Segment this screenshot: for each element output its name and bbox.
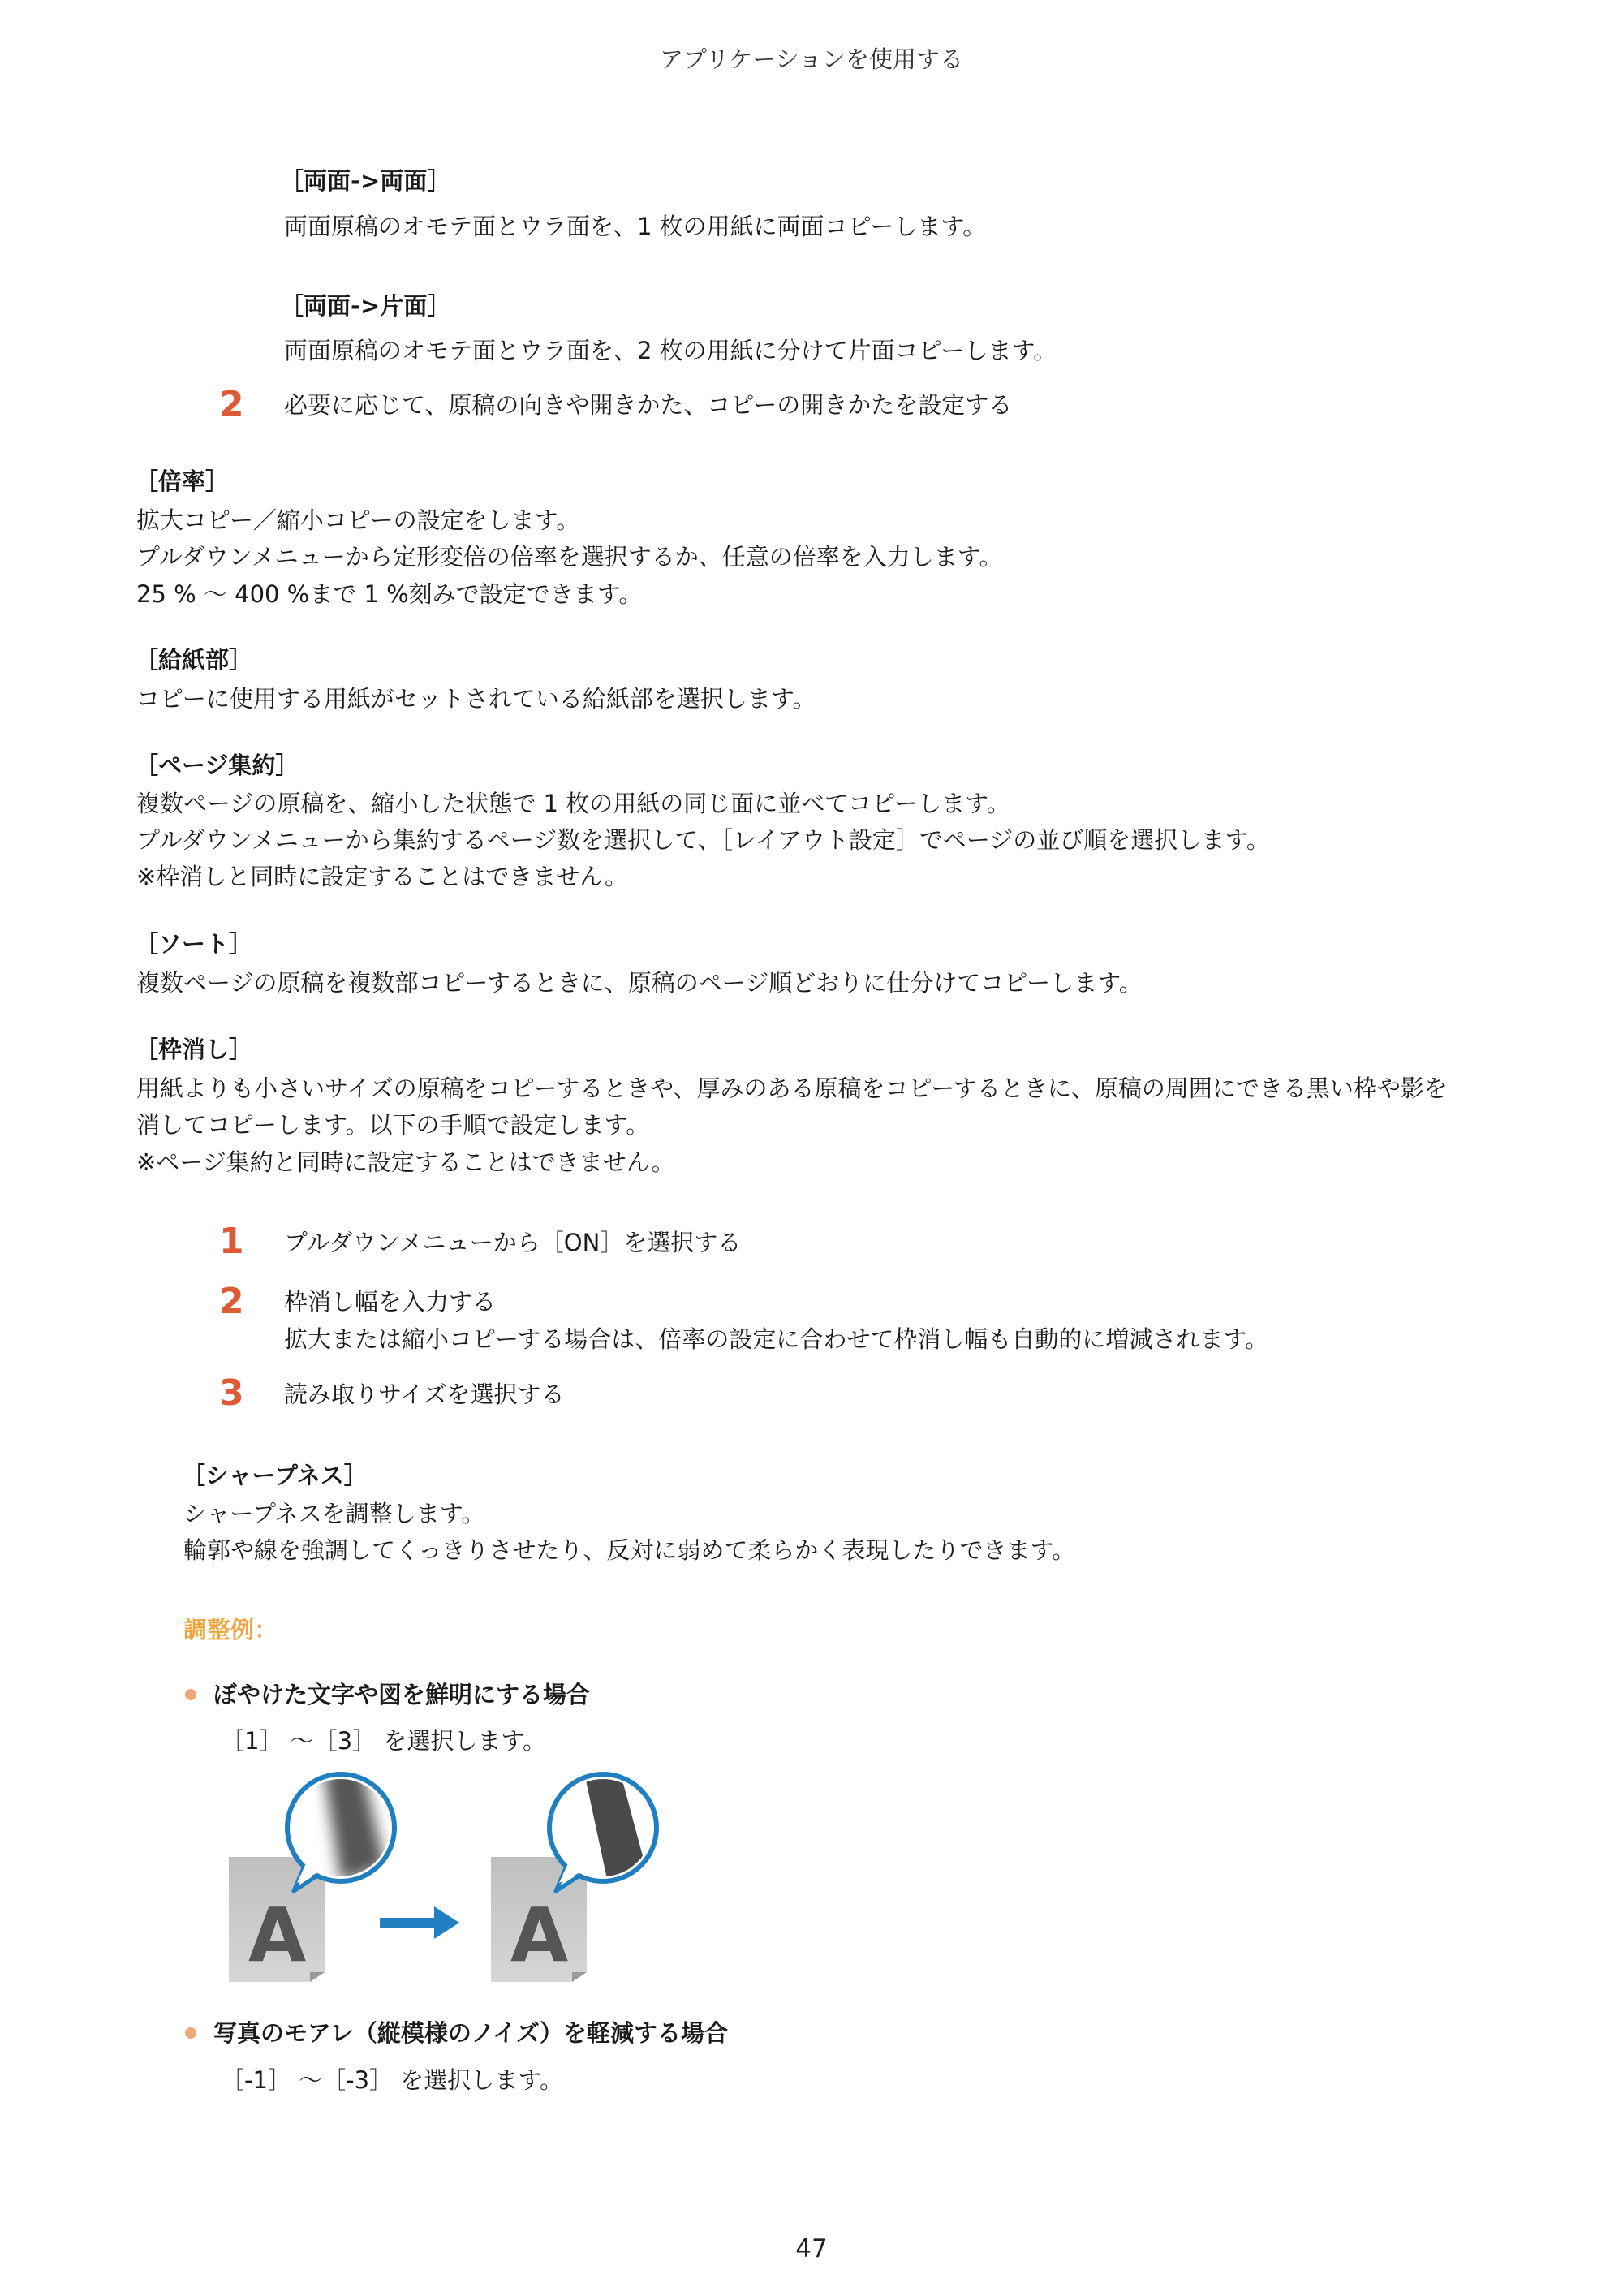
duplex-item-desc: 両面原稿のオモテ面とウラ面を、1 枚の用紙に両面コピーします。 [284,213,987,240]
section-text: コピーに使用する用紙がセットされている給紙部を選択します。 [136,685,816,713]
section-text: ※ページ集約と同時に設定することはできません。 [136,1148,675,1176]
step-number: 2 [219,384,244,425]
duplex-item-title: ［両面->片面］ [280,292,451,320]
duplex-item-title: ［両面->両面］ [280,167,451,195]
blurry-document-icon [229,1769,394,1982]
section-title-erase-frame: ［枠消し］ [135,1036,253,1063]
section-title-paper-source: ［給紙部］ [135,646,253,674]
duplex-item-desc: 両面原稿のオモテ面とウラ面を、2 枚の用紙に分けて片面コピーします。 [284,337,1057,364]
section-text: 複数ページの原稿を、縮小した状態で 1 枚の用紙の同じ面に並べてコピーします。 [136,790,1010,817]
bullet-icon [185,2027,196,2039]
step-text: 必要に応じて、原稿の向きや開きかた、コピーの開きかたを設定する [284,391,1013,419]
section-text: ※枠消しと同時に設定することはできません。 [136,863,629,890]
bullet-icon [185,1689,196,1700]
step-text: 枠消し幅を入力する [284,1288,497,1316]
section-text: 拡大コピー／縮小コピーの設定をします。 [136,506,580,534]
step-text: 読み取りサイズを選択する [284,1381,565,1408]
examples-heading: 調整例： [183,1616,278,1643]
sharp-document-icon [491,1769,657,1982]
section-text: 輪郭や線を強調してくっきりさせたり、反対に弱めて柔らかく表現したりできます。 [183,1536,1076,1564]
example-title: ぼやけた文字や図を鮮明にする場合 [213,1681,591,1708]
section-title-sharpness: ［シャープネス］ [182,1462,368,1489]
step-number: 2 [219,1281,244,1322]
step-subtext: 拡大または縮小コピーする場合は、倍率の設定に合わせて枠消し幅も自動的に増減されます。 [284,1325,1269,1353]
section-text: 消してコピーします。以下の手順で設定します。 [136,1111,650,1139]
example-title: 写真のモアレ（縦模様のノイズ）を軽減する場合 [213,2019,728,2047]
section-title-sort: ［ソート］ [135,930,253,958]
section-text: 25 % ～ 400 %まで 1 %刻みで設定できます。 [136,580,643,608]
arrow-right-icon [380,1906,459,1939]
document-letter: A [510,1892,569,1979]
section-text: プルダウンメニューから集約するページ数を選択して、［レイアウト設定］でページの並び順を選択します。 [136,826,1270,854]
step-number: 1 [219,1221,244,1262]
section-title-ratio: ［倍率］ [135,467,230,495]
section-text: プルダウンメニューから定形変倍の倍率を選択するか、任意の倍率を入力します。 [136,543,1003,571]
step-text: プルダウンメニューから［ON］を選択する [284,1229,742,1256]
example-desc: ［1］ ～［3］ を選択します。 [221,1727,547,1755]
section-text: 複数ページの原稿を複数部コピーするときに、原稿のページ順どおりに仕分けてコピーします。 [136,969,1143,997]
page-number: 47 [795,2234,828,2264]
section-text: 用紙よりも小さいサイズの原稿をコピーするときや、厚みのある原稿をコピーするときに、原稿の周囲にできる黒い枠や影を [136,1075,1448,1102]
document-letter: A [248,1892,307,1979]
sharpness-illustration [219,1769,682,1988]
step-number: 3 [219,1372,244,1414]
section-title-page-combine: ［ページ集約］ [135,752,299,779]
example-desc: ［-1］ ～［-3］ を選択します。 [221,2066,563,2094]
page-header: アプリケーションを使用する [659,45,964,73]
section-text: シャープネスを調整します。 [183,1500,485,1527]
